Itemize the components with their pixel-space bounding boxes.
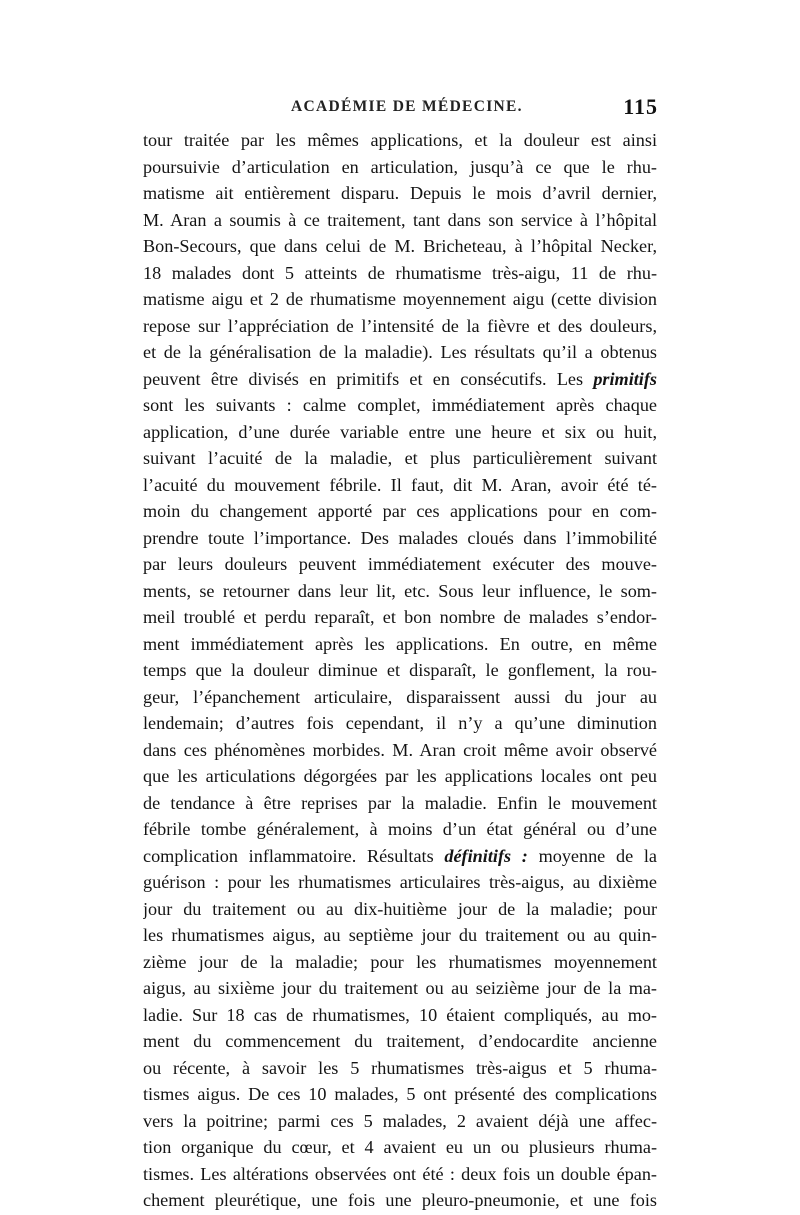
text-line: tismes aigus. De ces 10 malades, 5 ont présenté des complications (143, 1084, 657, 1104)
text-line: l’acuité du mouvement fébrile. Il faut, dit M. Aran, avoir été té- (143, 474, 657, 495)
text-segment: moyenne de la (527, 845, 657, 866)
text-line: que les articulations dégorgées par les applications locales ont peu (143, 766, 657, 786)
text-line: dans ces phénomènes morbides. M. Aran croit même avoir observé (143, 739, 657, 760)
text-line: ment du commencement du traitement, d’endocardite ancienne (143, 1031, 657, 1051)
text-line: M. Aran a soumis à ce traitement, tant dans son service à l’hôpital (143, 209, 657, 230)
body-text (143, 127, 657, 1214)
text-line: par leurs douleurs peuvent immédiatement exécuter des mouve- (143, 554, 657, 574)
text-line: prendre toute l’importance. Des malades cloués dans l’immobilité (143, 527, 657, 548)
text-line: lendemain; d’autres fois cependant, il n’y a qu’une diminution (143, 713, 657, 733)
text-line: jour du traitement ou au dix-huitième jour de la maladie; pour (143, 898, 657, 919)
text-line: moin du changement apporté par ces applications pour en com- (143, 501, 657, 521)
text-line: vers la poitrine; parmi ces 5 malades, 2 avaient déjà une affec- (143, 1110, 657, 1131)
text-line: guérison : pour les rhumatismes articulaires très-aigus, au dixième (143, 872, 657, 892)
text-line: de tendance à être reprises par la maladie. Enfin le mouvement (143, 792, 657, 813)
text-line: repose sur l’appréciation de l’intensité de la fièvre et des douleurs, (143, 315, 657, 336)
text-line: ment immédiatement après les applications. En outre, en même (143, 633, 657, 654)
text-line: application, d’une durée variable entre une heure et six ou huit, (143, 421, 657, 442)
text-line: temps que la douleur diminue et disparaît, le gonflement, la rou- (143, 660, 657, 680)
text-line: matisme ait entièrement disparu. Depuis le mois d’avril dernier, (143, 183, 657, 203)
text-line: et de la généralisation de la maladie). Les résultats qu’il a obtenus (143, 342, 657, 362)
page-header (143, 96, 658, 122)
text-line: chement pleurétique, une fois une pleuro-pneumonie, et une fois (143, 1190, 657, 1210)
text-line: ments, se retourner dans leur lit, etc. Sous leur influence, le som- (143, 580, 657, 601)
text-line: matisme aigu et 2 de rhumatisme moyennement aigu (cette division (143, 289, 657, 309)
text-line: ou récente, à savoir les 5 rhumatismes très-aigus et 5 rhuma- (143, 1057, 657, 1078)
text-line: 18 malades dont 5 atteints de rhumatisme très-aigu, 11 de rhu- (143, 262, 657, 283)
text-line: suivant l’acuité de la maladie, et plus particulièrement suivant (143, 448, 657, 468)
text-line: tour traitée par les mêmes applications, et la douleur est ainsi (143, 130, 657, 150)
text-line: poursuivie d’articulation en articulation, jusqu’à ce que le rhu- (143, 156, 657, 177)
text-line: zième jour de la maladie; pour les rhumatismes moyennement (143, 951, 657, 972)
text-line: fébrile tombe généralement, à moins d’un état général ou d’une (143, 819, 657, 839)
text-segment: peuvent être divisés en primitifs et en consécutifs. Les (143, 368, 594, 389)
text-line: sont les suivants : calme complet, immédiatement après chaque (143, 395, 657, 415)
italic-term: primitifs (593, 368, 657, 389)
running-head: ACADÉMIE DE MÉDECINE. (291, 98, 523, 115)
text-line (143, 366, 657, 393)
italic-term: définitifs : (444, 845, 528, 866)
text-line (143, 843, 657, 870)
text-line: Bon-Secours, que dans celui de M. Bricheteau, à l’hôpital Necker, (143, 236, 657, 256)
text-line: geur, l’épanchement articulaire, disparaissent aussi du jour au (143, 686, 657, 707)
text-line: tismes. Les altérations observées ont été : deux fois un double épan- (143, 1163, 657, 1184)
text-line: meil troublé et perdu reparaît, et bon nombre de malades s’endor- (143, 607, 657, 627)
text-line: tion organique du cœur, et 4 avaient eu un ou plusieurs rhuma- (143, 1137, 657, 1157)
text-line: ladie. Sur 18 cas de rhumatismes, 10 étaient compliqués, au mo- (143, 1004, 657, 1025)
text-segment: complication inflammatoire. Résultats (143, 845, 445, 866)
text-line: les rhumatismes aigus, au septième jour du traitement ou au quin- (143, 925, 657, 945)
page-number: 115 (623, 94, 658, 119)
text-line: aigus, au sixième jour du traitement ou au seizième jour de la ma- (143, 978, 657, 998)
